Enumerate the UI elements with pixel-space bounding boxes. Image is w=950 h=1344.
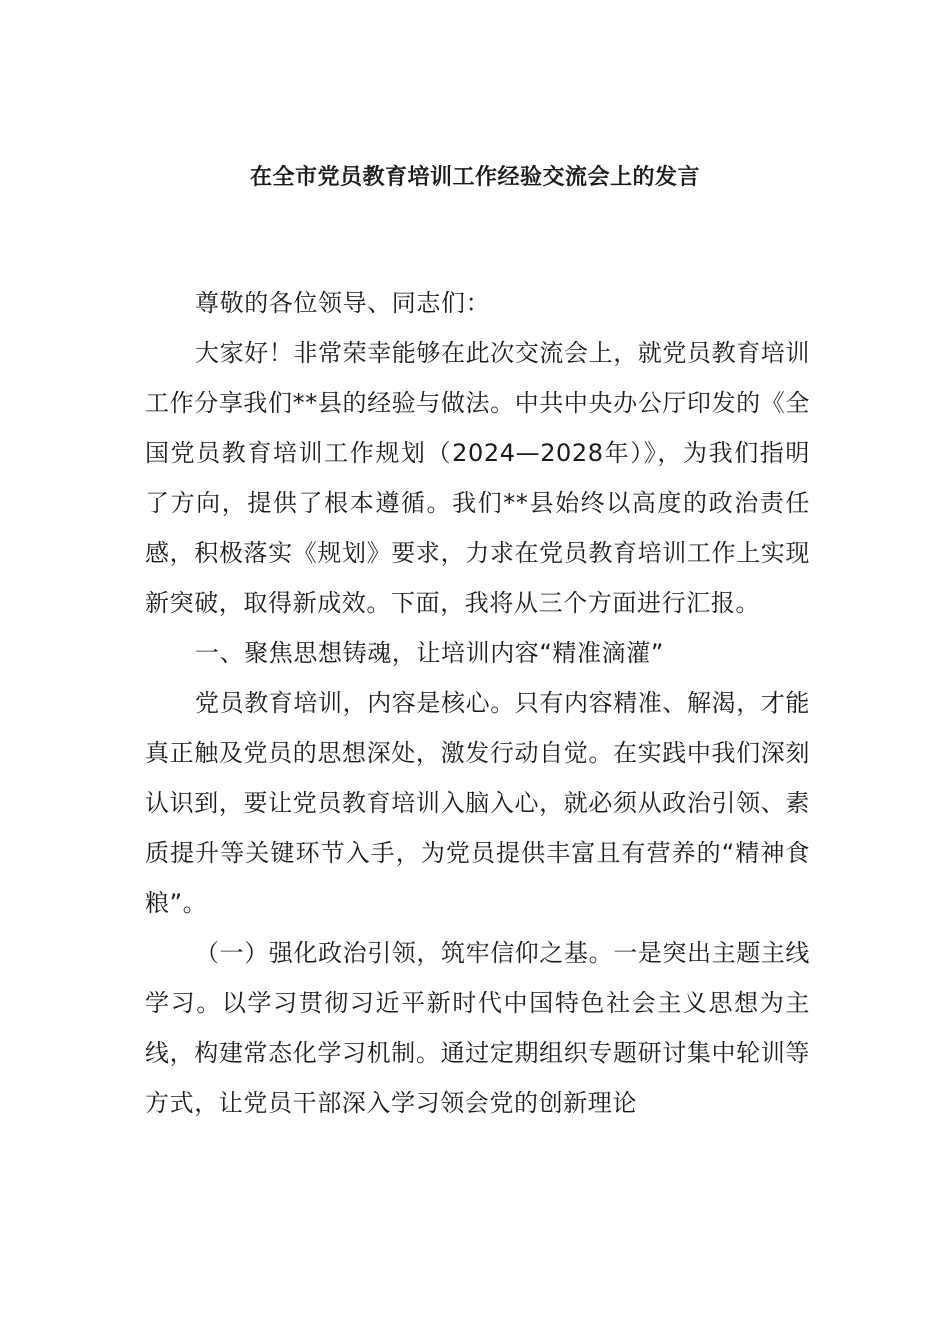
- salutation-paragraph: 尊敬的各位领导、同志们：: [195, 289, 491, 317]
- document-title: 在全市党员教育培训工作经验交流会上的发言: [249, 165, 700, 190]
- document-body: [145, 278, 810, 1128]
- subsection-1-paragraph: （一）强化政治引领，筑牢信仰之基。一是突出主题主线学习。以学习贯彻习近平新时代中国特色社会主义思想为主线，构建常态化学习机制。通过定期组织专题研讨集中轮训等方式，让党员干部深入学习领会党的创新理论: [145, 939, 810, 1117]
- section-1-paragraph: 党员教育培训，内容是核心。只有内容精准、解渴，才能真正触及党员的思想深处，激发行动自觉。在实践中我们深刻认识到，要让党员教育培训入脑入心，就必须从政治引领、素质提升等关键环节入手，为党员提供丰富且有营养的“精神食粮”。: [145, 689, 810, 917]
- section-heading-1: 一、聚焦思想铸魂，让培训内容“精准滴灌”: [195, 639, 664, 667]
- intro-paragraph: 大家好！非常荣幸能够在此次交流会上，就党员教育培训工作分享我们**县的经验与做法。中共中央办公厅印发的《全国党员教育培训工作规划（2024—2028年）》，为我们指明了方向，提供了根本遵循。我们**县始终以高度的政治责任感，积极落实《规划》要求，力求在党员教育培训工作上实现新突破，取得新成效。下面，我将从三个方面进行汇报。: [145, 339, 810, 617]
